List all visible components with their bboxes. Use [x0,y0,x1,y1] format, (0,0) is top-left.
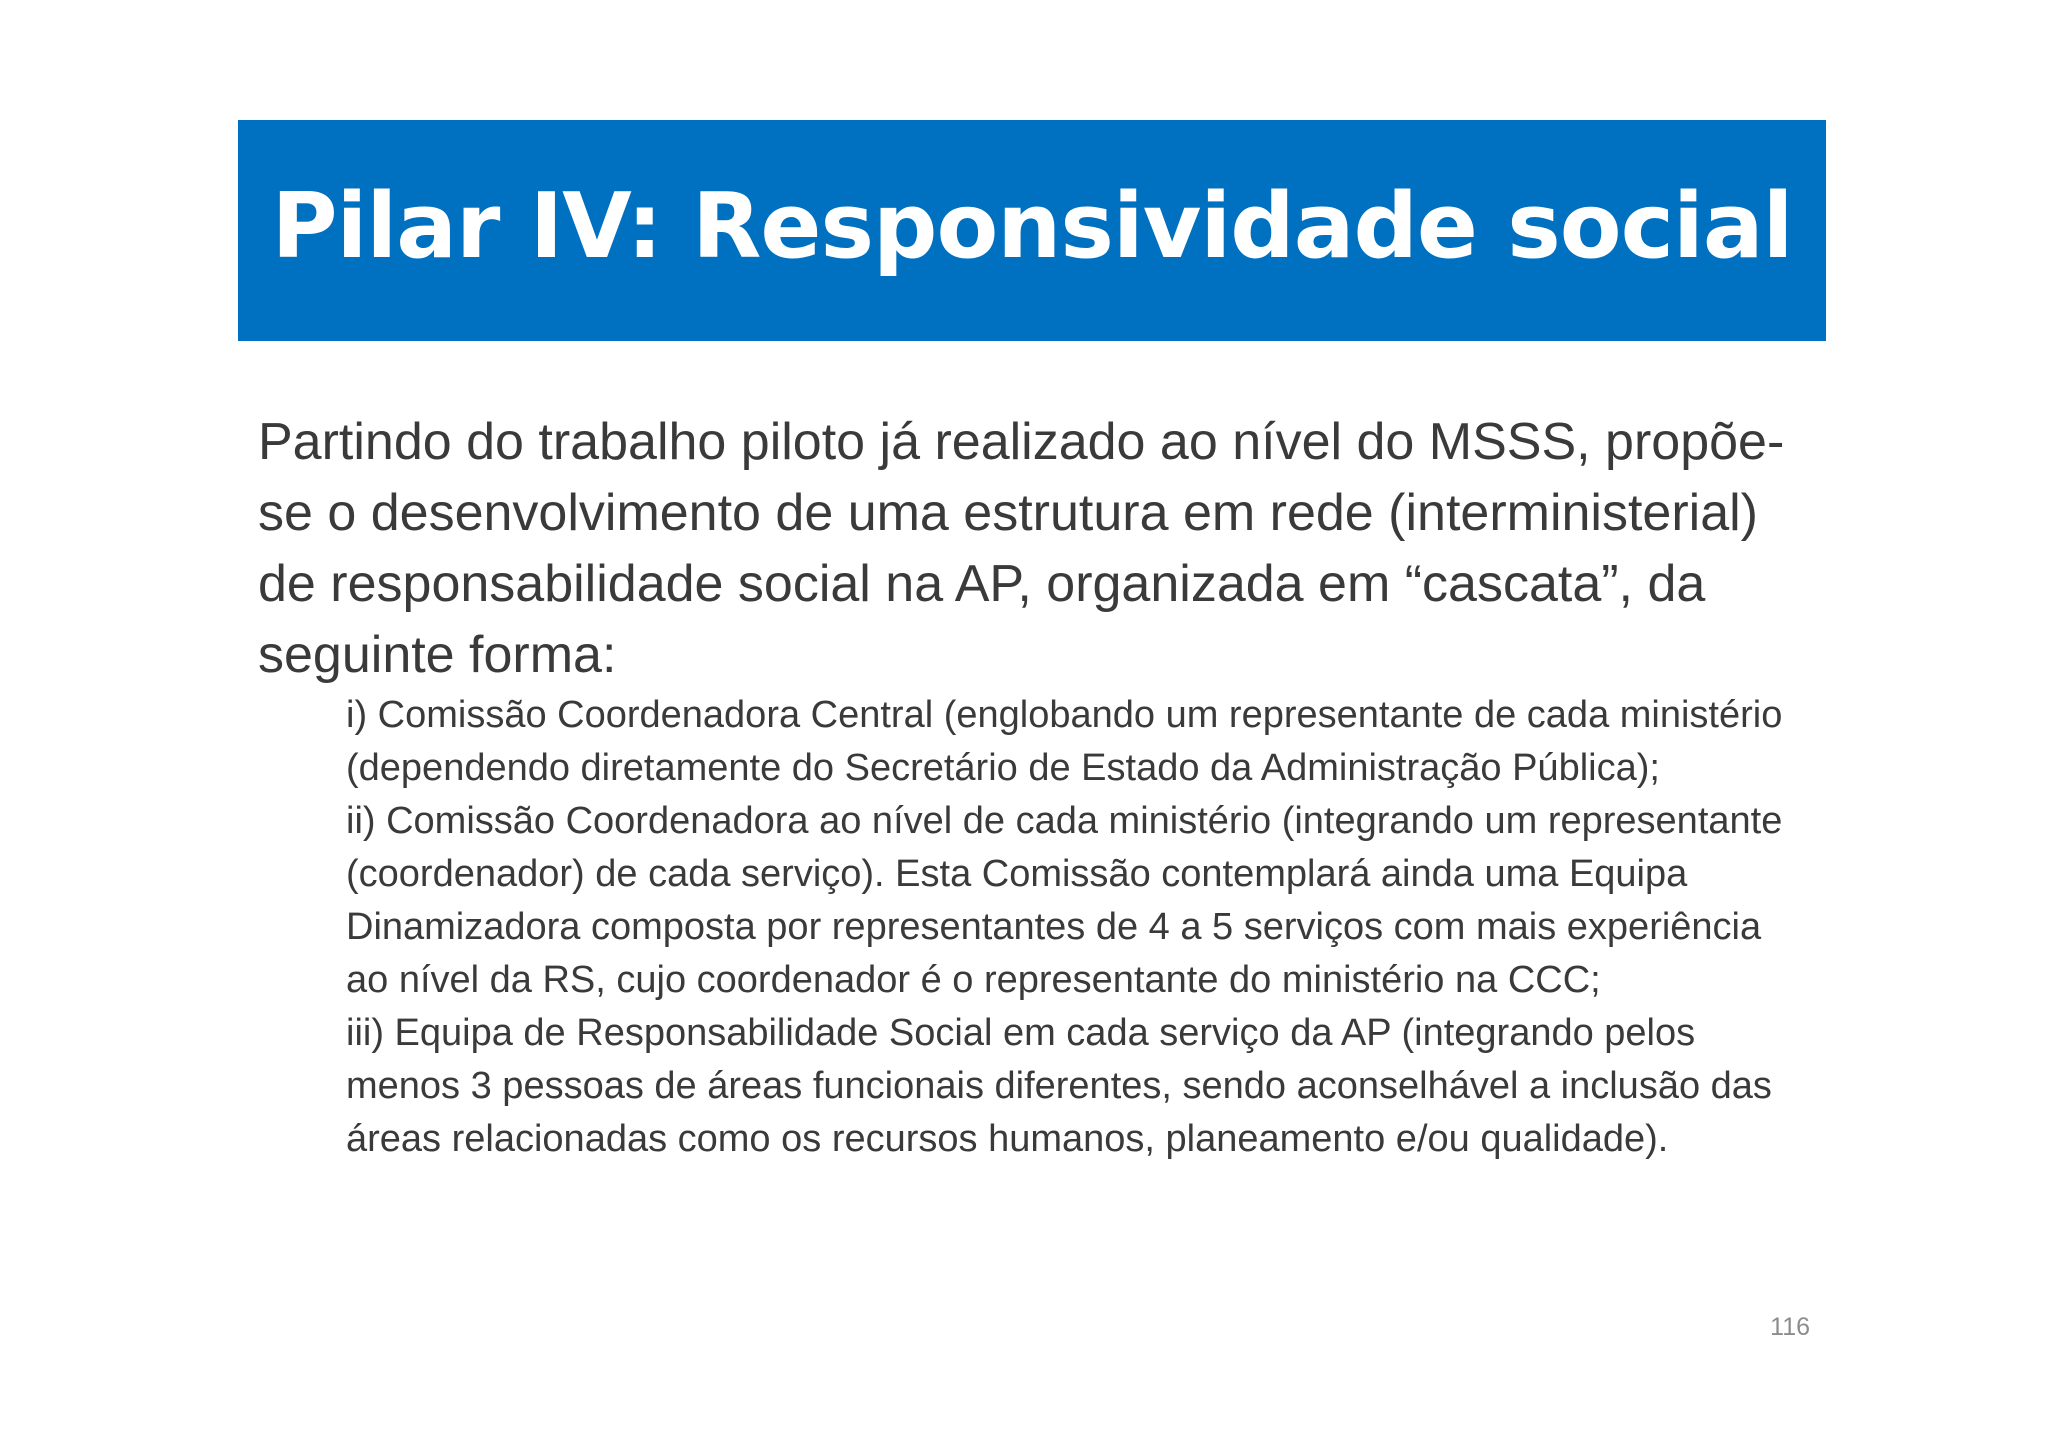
page-number: 116 [1770,1313,1810,1341]
list-item: i) Comissão Coordenadora Central (englobando um representante de cada ministério (dependendo diretamente do Secretário de Estado da Administração Pública); [346,694,1783,789]
list-item: ii) Comissão Coordenadora ao nível de cada ministério (integrando um representante (coordenador) de cada serviço). Esta Comissão contemplará ainda uma Equipa Dinamizadora composta por representantes de 4 a 5 serviços com mais experiência ao nível da RS, cujo coordenador é o representante do ministério na CCC; [346,800,1783,1001]
structure-list [346,689,1806,1166]
title-banner [238,120,1826,341]
list-item: iii) Equipa de Responsabilidade Social em cada serviço da AP (integrando pelos menos 3 pessoas de áreas funcionais diferentes, sendo aconselhável a inclusão das áreas relacionadas como os recursos humanos, planeamento e/ou qualidade). [346,1012,1772,1160]
slide-title: Pilar IV: Responsividade social [271,174,1793,279]
intro-paragraph: Partindo do trabalho piloto já realizado ao nível do MSSS, propõe-se o desenvolvimento de uma estrutura em rede (interministerial) de responsabilidade social na AP, organizada em “cascata”, da seguinte forma: [258,413,1785,684]
